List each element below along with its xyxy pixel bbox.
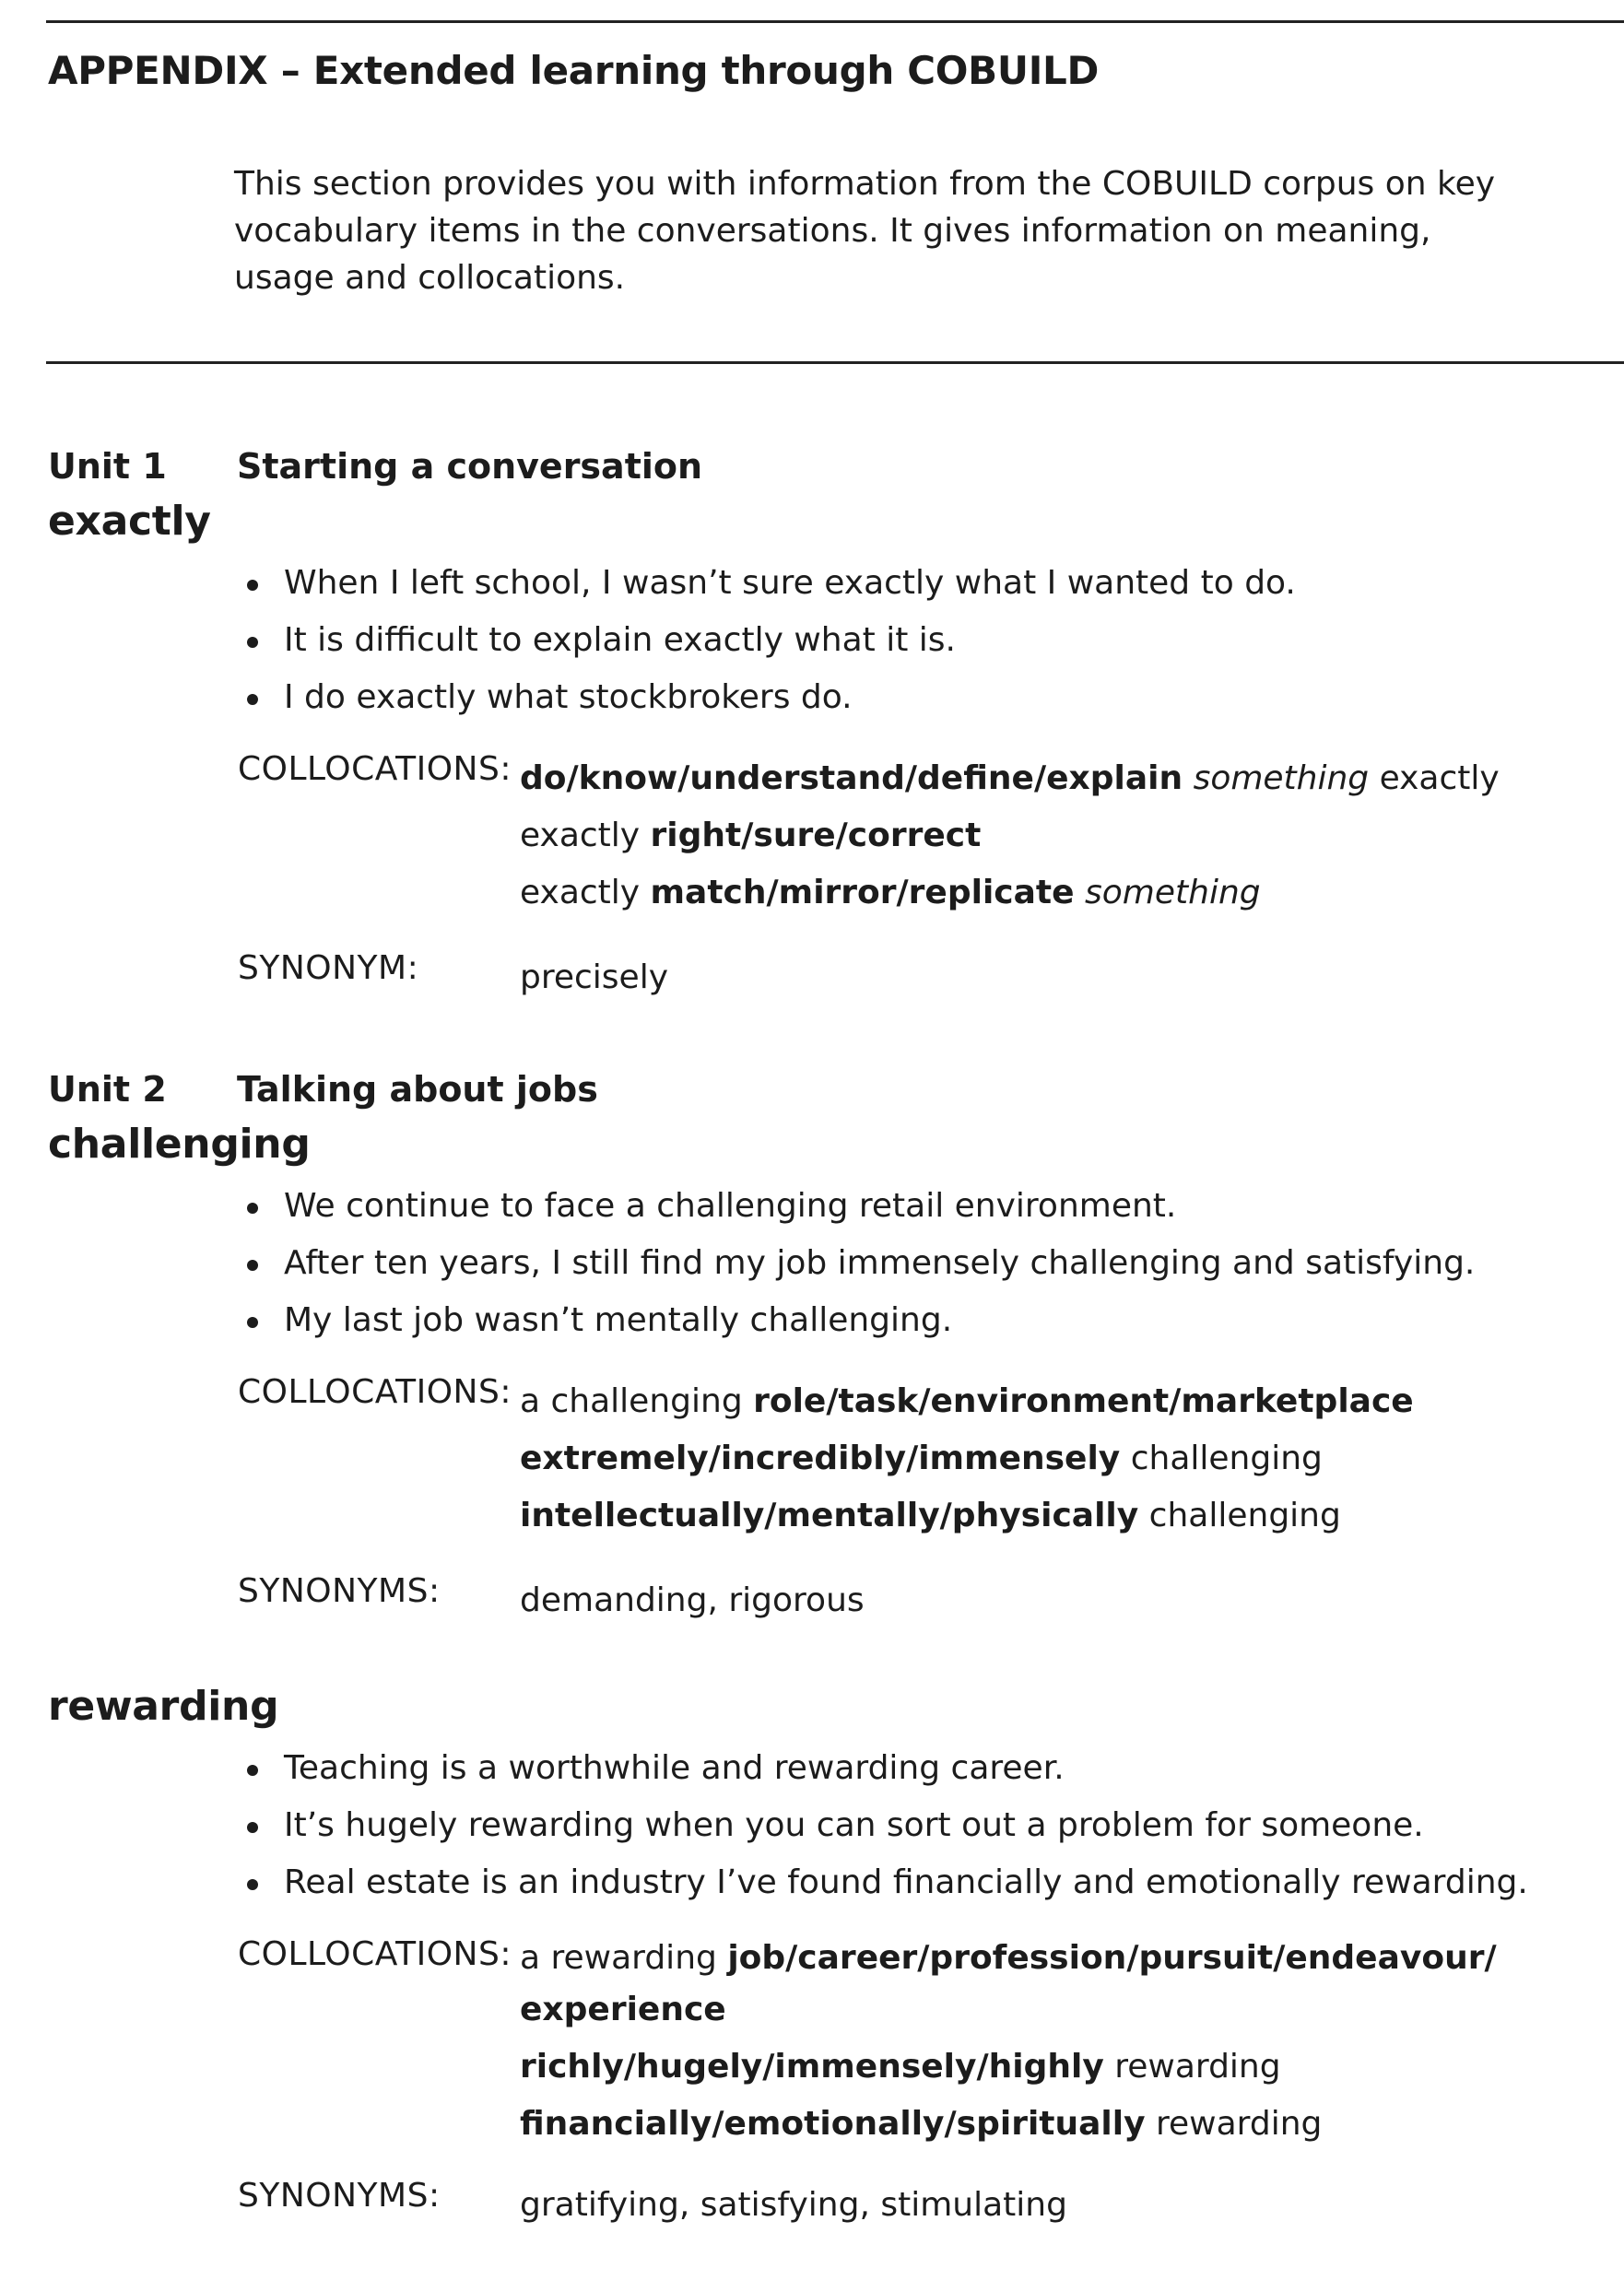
collocations-list	[520, 750, 1552, 922]
collocation-segment	[1075, 874, 1085, 911]
collocation-segment: job/career/profession/pursuit/endeavour/	[727, 1939, 1497, 1977]
collocation-segment: extremely/incredibly/immensely	[520, 1440, 1121, 1477]
unit-title: Talking about jobs	[237, 1069, 598, 1110]
synonym-label: SYNONYM:	[238, 949, 419, 987]
collocation-line	[520, 2039, 1552, 2096]
collocations-list	[520, 1373, 1552, 1545]
headword-exactly: exactly	[48, 498, 211, 545]
collocation-line	[520, 864, 1552, 922]
section-divider	[46, 361, 1624, 364]
collocation-segment: financially/emotionally/spiritually	[520, 2105, 1146, 2143]
collocation-line	[520, 807, 1552, 864]
example-sentence: We continue to face a challenging retail environment.	[241, 1178, 1475, 1235]
example-sentence: It’s hugely rewarding when you can sort out a problem for someone.	[241, 1797, 1528, 1854]
collocation-segment: match/mirror/replicate	[650, 874, 1075, 911]
collocation-line	[520, 1430, 1552, 1487]
collocation-segment: rewarding	[1103, 2048, 1281, 2086]
unit-heading-2	[48, 1069, 598, 1110]
page-title: APPENDIX – Extended learning through COBUILD	[48, 48, 1100, 93]
collocation-segment: experience	[520, 1991, 726, 2028]
collocation-segment: challenging	[1120, 1440, 1323, 1477]
collocation-line	[520, 750, 1552, 807]
synonym-values: demanding, rigorous	[520, 1581, 865, 1619]
collocation-segment: something	[1193, 759, 1370, 797]
examples-exactly	[241, 555, 1296, 726]
synonym-values: gratifying, satisfying, stimulating	[520, 2186, 1067, 2224]
example-sentence: After ten years, I still find my job immensely challenging and satisfying.	[241, 1235, 1475, 1292]
example-sentence: It is difficult to explain exactly what it is.	[241, 612, 1296, 669]
examples-rewarding	[241, 1740, 1528, 1911]
intro-paragraph: This section provides you with information from the COBUILD corpus on key vocabulary items in the conversations. It gives information on meaning, usage and collocations.	[234, 165, 1496, 297]
collocation-line	[520, 1935, 1552, 1981]
collocation-segment: do/know/understand/define/explain	[520, 759, 1183, 797]
collocation-line	[520, 1487, 1552, 1545]
unit-label: Unit 2	[48, 1069, 167, 1110]
collocation-line	[520, 1373, 1552, 1430]
collocation-segment: exactly	[520, 874, 651, 911]
example-sentence: Teaching is a worthwhile and rewarding career.	[241, 1740, 1528, 1797]
collocations-label: COLLOCATIONS:	[238, 1373, 512, 1411]
example-sentence: My last job wasn’t mentally challenging.	[241, 1292, 1475, 1349]
examples-challenging	[241, 1178, 1475, 1349]
collocation-line	[520, 1981, 1552, 2039]
collocations-label: COLLOCATIONS:	[238, 750, 512, 788]
collocation-segment: exactly	[520, 817, 651, 854]
collocation-segment: something	[1085, 874, 1261, 911]
example-sentence: I do exactly what stockbrokers do.	[241, 669, 1296, 726]
collocation-segment: richly/hugely/immensely/highly	[520, 2048, 1104, 2086]
collocation-segment: right/sure/correct	[650, 817, 982, 854]
example-sentence: Real estate is an industry I’ve found financially and emotionally rewarding.	[241, 1854, 1528, 1911]
synonym-label: SYNONYMS:	[238, 2177, 441, 2215]
collocation-segment: role/task/environment/marketplace	[753, 1382, 1414, 1420]
collocation-segment: intellectually/mentally/physically	[520, 1497, 1139, 1534]
collocation-line	[520, 2096, 1552, 2153]
collocation-segment: rewarding	[1145, 2105, 1323, 2143]
synonym-values: precisely	[520, 958, 669, 996]
collocation-segment: a rewarding	[520, 1939, 728, 1977]
top-rule	[46, 20, 1624, 23]
unit-heading-1	[48, 446, 702, 487]
headword-challenging: challenging	[48, 1121, 311, 1168]
collocation-segment	[1183, 759, 1193, 797]
collocation-segment: a challenging	[520, 1382, 754, 1420]
synonym-label: SYNONYMS:	[238, 1572, 441, 1610]
headword-rewarding: rewarding	[48, 1683, 279, 1730]
collocations-list	[520, 1935, 1552, 2153]
collocation-segment: exactly	[1369, 759, 1500, 797]
unit-title: Starting a conversation	[237, 446, 703, 487]
unit-label: Unit 1	[48, 446, 167, 487]
collocations-label: COLLOCATIONS:	[238, 1935, 512, 1973]
collocation-segment: challenging	[1138, 1497, 1341, 1534]
example-sentence: When I left school, I wasn’t sure exactly what I wanted to do.	[241, 555, 1296, 612]
